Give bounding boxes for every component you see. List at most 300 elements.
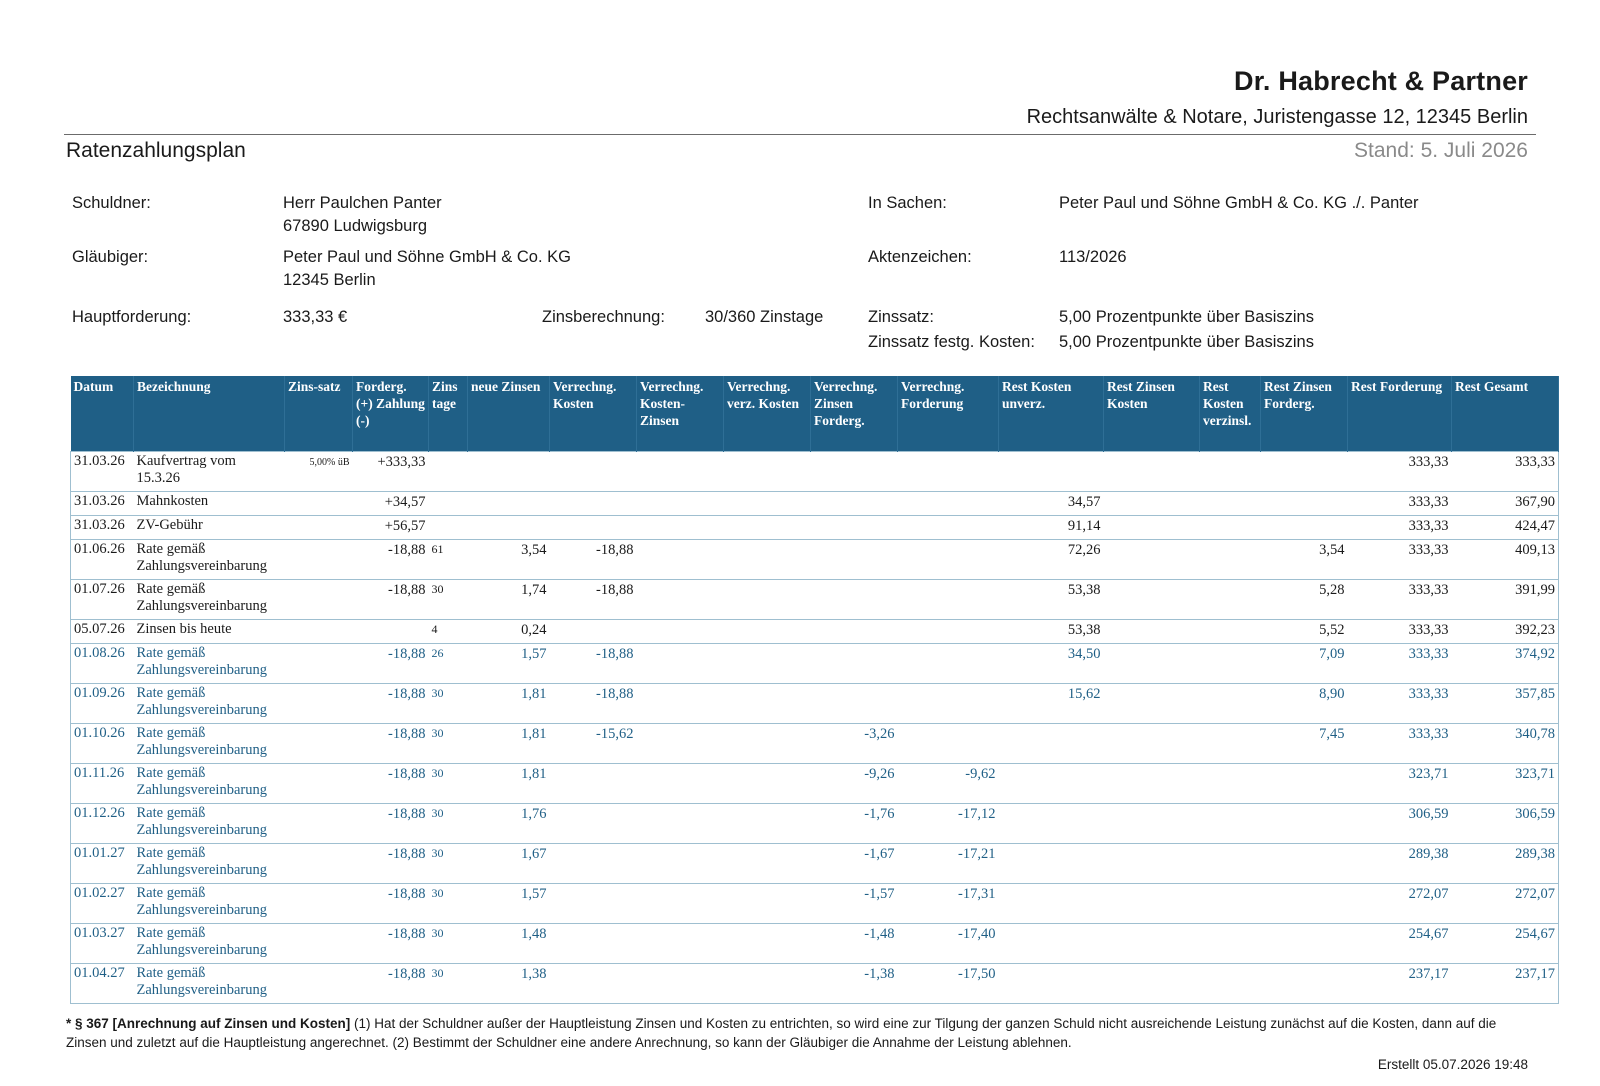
cell-verr-kosten: -15,62 [550, 724, 637, 764]
cell-bezeichnung: Mahnkosten [134, 492, 285, 516]
cell-datum: 01.08.26 [71, 644, 134, 684]
cell-rest-gesamt: 391,99 [1452, 580, 1559, 620]
cell-verr-verz-kosten [724, 492, 811, 516]
cell-rest-forderung: 333,33 [1348, 620, 1452, 644]
cell-rest-kosten-unverz [999, 844, 1104, 884]
cell-rest-zinsen-forderung: 7,45 [1261, 724, 1348, 764]
cell-verr-forderung [898, 644, 999, 684]
col-zinstage: Zins tage [429, 376, 468, 452]
cell-bezeichnung: Rate gemäß Zahlungsvereinbarung [134, 804, 285, 844]
cell-verr-kosten-zinsen [637, 804, 724, 844]
cell-verr-forderung: -17,21 [898, 844, 999, 884]
cell-forderung-zahlung: -18,88 [353, 964, 429, 1004]
cell-verr-kosten [550, 884, 637, 924]
cell-verr-zinsen-forderung: -1,57 [811, 884, 898, 924]
cell-verr-verz-kosten [724, 540, 811, 580]
cell-rest-gesamt: 367,90 [1452, 492, 1559, 516]
cell-neue-zinsen: 1,81 [468, 764, 550, 804]
cell-zinssatz [285, 684, 353, 724]
footnote-text: (1) Hat der Schuldner außer der Hauptleistung Zinsen und Kosten zu entrichten, so wird eine zur Tilgung der ganzen Schuld nicht ausreichende Leistung zunächst auf die Kosten, dann auf die Zinsen und zuletzt auf die Hauptleistung angerechnet. (2) Bestimmt der Schuldner eine andere Anrechnung, so kann der Gläubiger die Annahme der Leistung ablehnen. [66, 1016, 1497, 1050]
cell-rest-forderung: 289,38 [1348, 844, 1452, 884]
cell-forderung-zahlung: -18,88 [353, 804, 429, 844]
col-bezeichnung: Bezeichnung [134, 376, 285, 452]
schuldner-name: Herr Paulchen Panter [283, 194, 442, 212]
cell-verr-zinsen-forderung: -3,26 [811, 724, 898, 764]
table-row [71, 452, 1559, 492]
cell-rest-zinsen-forderung [1261, 884, 1348, 924]
table-row [71, 644, 1559, 684]
cell-rest-kosten-unverz [999, 452, 1104, 492]
cell-bezeichnung: Kaufvertrag vom 15.3.26 [134, 452, 285, 492]
cell-rest-kosten-verzinsl [1200, 924, 1261, 964]
cell-forderung-zahlung: -18,88 [353, 884, 429, 924]
cell-rest-gesamt: 333,33 [1452, 452, 1559, 492]
cell-rest-kosten-verzinsl [1200, 540, 1261, 580]
cell-rest-kosten-verzinsl [1200, 644, 1261, 684]
cell-verr-kosten-zinsen [637, 764, 724, 804]
cell-verr-forderung [898, 492, 999, 516]
cell-bezeichnung: Rate gemäß Zahlungsvereinbarung [134, 540, 285, 580]
table-row [71, 620, 1559, 644]
cell-datum: 01.03.27 [71, 924, 134, 964]
col-forderung-zahlung: Forderg. (+) Zahlung (-) [353, 376, 429, 452]
cell-rest-forderung: 333,33 [1348, 492, 1452, 516]
aktenzeichen-label: Aktenzeichen: [868, 248, 972, 266]
cell-rest-kosten-unverz: 34,57 [999, 492, 1104, 516]
col-rest-zinsen-forderung: Rest Zinsen Forderg. [1261, 376, 1348, 452]
zinssatz-kosten-label: Zinssatz festg. Kosten: [868, 333, 1035, 351]
cell-rest-forderung: 272,07 [1348, 884, 1452, 924]
cell-verr-kosten-zinsen [637, 516, 724, 540]
cell-rest-kosten-unverz [999, 884, 1104, 924]
cell-zinssatz: 5,00% üB [285, 452, 353, 492]
col-neue-zinsen: neue Zinsen [468, 376, 550, 452]
cell-rest-kosten-unverz: 15,62 [999, 684, 1104, 724]
cell-rest-gesamt: 289,38 [1452, 844, 1559, 884]
firm-header [1027, 66, 1528, 129]
cell-zinstage: 30 [429, 804, 468, 844]
zinssatz-label: Zinssatz: [868, 308, 935, 326]
cell-rest-zinsen-kosten [1104, 620, 1200, 644]
cell-rest-zinsen-kosten [1104, 516, 1200, 540]
cell-verr-kosten: -18,88 [550, 540, 637, 580]
cell-zinssatz [285, 620, 353, 644]
cell-rest-gesamt: 374,92 [1452, 644, 1559, 684]
header-divider [64, 134, 1536, 135]
cell-zinstage: 30 [429, 764, 468, 804]
payment-plan-table-wrapper [70, 376, 1558, 1004]
table-row [71, 884, 1559, 924]
cell-zinssatz [285, 580, 353, 620]
cell-rest-zinsen-forderung [1261, 804, 1348, 844]
cell-rest-zinsen-forderung [1261, 452, 1348, 492]
cell-rest-zinsen-forderung [1261, 924, 1348, 964]
cell-datum: 01.07.26 [71, 580, 134, 620]
cell-verr-kosten-zinsen [637, 540, 724, 580]
table-row [71, 540, 1559, 580]
zinssatz-value: 5,00 Prozentpunkte über Basiszins [1059, 308, 1314, 326]
cell-neue-zinsen: 3,54 [468, 540, 550, 580]
document-title: Ratenzahlungsplan [66, 139, 246, 162]
cell-rest-zinsen-kosten [1104, 452, 1200, 492]
cell-rest-kosten-unverz [999, 924, 1104, 964]
cell-rest-zinsen-forderung [1261, 516, 1348, 540]
cell-verr-kosten: -18,88 [550, 644, 637, 684]
cell-verr-zinsen-forderung: -1,48 [811, 924, 898, 964]
cell-verr-kosten-zinsen [637, 492, 724, 516]
created-timestamp: Erstellt 05.07.2026 19:48 [1377, 1057, 1528, 1072]
cell-verr-kosten [550, 516, 637, 540]
cell-zinstage: 26 [429, 644, 468, 684]
cell-datum: 01.10.26 [71, 724, 134, 764]
cell-verr-kosten [550, 452, 637, 492]
cell-verr-kosten-zinsen [637, 924, 724, 964]
cell-verr-kosten [550, 764, 637, 804]
cell-verr-kosten [550, 964, 637, 1004]
cell-rest-gesamt: 306,59 [1452, 804, 1559, 844]
cell-verr-kosten: -18,88 [550, 684, 637, 724]
cell-forderung-zahlung: -18,88 [353, 644, 429, 684]
table-body [71, 452, 1559, 1004]
cell-datum: 01.12.26 [71, 804, 134, 844]
glaeubiger-name: Peter Paul und Söhne GmbH & Co. KG [283, 248, 571, 266]
col-rest-gesamt: Rest Gesamt [1452, 376, 1559, 452]
col-datum: Datum [71, 376, 134, 452]
cell-neue-zinsen [468, 452, 550, 492]
table-row [71, 964, 1559, 1004]
cell-neue-zinsen: 1,76 [468, 804, 550, 844]
cell-rest-kosten-unverz: 34,50 [999, 644, 1104, 684]
cell-neue-zinsen: 1,81 [468, 684, 550, 724]
cell-verr-forderung [898, 724, 999, 764]
table-row [71, 844, 1559, 884]
cell-rest-zinsen-kosten [1104, 644, 1200, 684]
cell-rest-kosten-unverz [999, 724, 1104, 764]
cell-neue-zinsen: 1,57 [468, 644, 550, 684]
cell-datum: 01.06.26 [71, 540, 134, 580]
cell-rest-zinsen-kosten [1104, 540, 1200, 580]
cell-forderung-zahlung: -18,88 [353, 684, 429, 724]
cell-verr-forderung [898, 580, 999, 620]
cell-rest-gesamt: 254,67 [1452, 924, 1559, 964]
cell-zinstage [429, 492, 468, 516]
col-verr-verz-kosten: Verrechng. verz. Kosten [724, 376, 811, 452]
col-verr-kosten: Verrechng. Kosten [550, 376, 637, 452]
cell-rest-zinsen-kosten [1104, 492, 1200, 516]
cell-verr-zinsen-forderung: -1,67 [811, 844, 898, 884]
cell-verr-zinsen-forderung [811, 684, 898, 724]
cell-rest-kosten-unverz [999, 764, 1104, 804]
footnote [66, 1014, 1536, 1052]
cell-rest-gesamt: 340,78 [1452, 724, 1559, 764]
cell-rest-gesamt: 237,17 [1452, 964, 1559, 1004]
cell-neue-zinsen: 0,24 [468, 620, 550, 644]
cell-rest-zinsen-forderung: 7,09 [1261, 644, 1348, 684]
table-row [71, 580, 1559, 620]
cell-rest-gesamt: 424,47 [1452, 516, 1559, 540]
cell-verr-zinsen-forderung [811, 452, 898, 492]
cell-rest-kosten-verzinsl [1200, 684, 1261, 724]
cell-zinssatz [285, 844, 353, 884]
zinsberechnung-label: Zinsberechnung: [542, 308, 665, 326]
cell-zinssatz [285, 724, 353, 764]
cell-bezeichnung: Rate gemäß Zahlungsvereinbarung [134, 724, 285, 764]
cell-rest-gesamt: 272,07 [1452, 884, 1559, 924]
cell-verr-verz-kosten [724, 724, 811, 764]
table-row [71, 684, 1559, 724]
footnote-title: * § 367 [Anrechnung auf Zinsen und Kosten] [66, 1016, 351, 1031]
cell-zinssatz [285, 764, 353, 804]
cell-verr-kosten [550, 804, 637, 844]
cell-verr-kosten [550, 844, 637, 884]
cell-rest-zinsen-forderung [1261, 764, 1348, 804]
cell-forderung-zahlung: -18,88 [353, 924, 429, 964]
cell-bezeichnung: Rate gemäß Zahlungsvereinbarung [134, 580, 285, 620]
table-row [71, 804, 1559, 844]
cell-verr-zinsen-forderung [811, 516, 898, 540]
col-rest-zinsen-kosten: Rest Zinsen Kosten [1104, 376, 1200, 452]
col-verr-zinsen-forderung: Verrechng. Zinsen Forderg. [811, 376, 898, 452]
cell-verr-kosten-zinsen [637, 684, 724, 724]
cell-verr-zinsen-forderung [811, 492, 898, 516]
firm-address: Rechtsanwälte & Notare, Juristengasse 12, 12345 Berlin [1026, 106, 1528, 128]
cell-verr-kosten [550, 924, 637, 964]
cell-datum: 01.09.26 [71, 684, 134, 724]
cell-zinssatz [285, 516, 353, 540]
cell-neue-zinsen: 1,48 [468, 924, 550, 964]
cell-zinssatz [285, 492, 353, 516]
cell-verr-verz-kosten [724, 620, 811, 644]
cell-rest-zinsen-forderung: 3,54 [1261, 540, 1348, 580]
cell-forderung-zahlung: +56,57 [353, 516, 429, 540]
cell-rest-kosten-verzinsl [1200, 620, 1261, 644]
in-sachen-label: In Sachen: [868, 194, 947, 212]
cell-zinstage [429, 516, 468, 540]
cell-verr-zinsen-forderung [811, 580, 898, 620]
cell-rest-kosten-unverz [999, 964, 1104, 1004]
cell-verr-zinsen-forderung: -1,76 [811, 804, 898, 844]
cell-rest-forderung: 333,33 [1348, 452, 1452, 492]
cell-rest-zinsen-forderung [1261, 964, 1348, 1004]
cell-neue-zinsen [468, 516, 550, 540]
table-header-row [71, 376, 1559, 452]
cell-zinssatz [285, 644, 353, 684]
cell-verr-kosten-zinsen [637, 580, 724, 620]
cell-forderung-zahlung: -18,88 [353, 580, 429, 620]
in-sachen-value: Peter Paul und Söhne GmbH & Co. KG ./. Panter [1059, 194, 1419, 212]
cell-verr-kosten [550, 492, 637, 516]
cell-rest-forderung: 333,33 [1348, 516, 1452, 540]
cell-rest-zinsen-kosten [1104, 764, 1200, 804]
cell-rest-forderung: 237,17 [1348, 964, 1452, 1004]
cell-rest-zinsen-kosten [1104, 580, 1200, 620]
cell-verr-forderung [898, 540, 999, 580]
cell-zinssatz [285, 540, 353, 580]
cell-rest-zinsen-forderung [1261, 492, 1348, 516]
cell-zinssatz [285, 804, 353, 844]
col-verr-kosten-zinsen: Verrechng. Kosten-Zinsen [637, 376, 724, 452]
cell-verr-kosten-zinsen [637, 964, 724, 1004]
schuldner-city: 67890 Ludwigsburg [283, 217, 428, 235]
cell-rest-zinsen-forderung: 5,52 [1261, 620, 1348, 644]
cell-rest-gesamt: 357,85 [1452, 684, 1559, 724]
cell-rest-forderung: 333,33 [1348, 684, 1452, 724]
cell-verr-kosten-zinsen [637, 620, 724, 644]
cell-neue-zinsen: 1,57 [468, 884, 550, 924]
table-row [71, 492, 1559, 516]
cell-verr-zinsen-forderung [811, 620, 898, 644]
cell-zinstage: 30 [429, 964, 468, 1004]
hauptforderung-label: Hauptforderung: [72, 308, 192, 326]
cell-rest-forderung: 333,33 [1348, 724, 1452, 764]
cell-verr-zinsen-forderung [811, 540, 898, 580]
cell-datum: 31.03.26 [71, 492, 134, 516]
table-row [71, 764, 1559, 804]
cell-rest-kosten-verzinsl [1200, 844, 1261, 884]
cell-forderung-zahlung: -18,88 [353, 844, 429, 884]
cell-rest-zinsen-kosten [1104, 844, 1200, 884]
cell-verr-kosten-zinsen [637, 452, 724, 492]
cell-verr-forderung: -17,50 [898, 964, 999, 1004]
cell-verr-verz-kosten [724, 924, 811, 964]
cell-rest-gesamt: 323,71 [1452, 764, 1559, 804]
cell-rest-kosten-verzinsl [1200, 452, 1261, 492]
cell-zinstage: 30 [429, 844, 468, 884]
cell-zinssatz [285, 884, 353, 924]
cell-rest-zinsen-kosten [1104, 684, 1200, 724]
cell-rest-zinsen-forderung: 8,90 [1261, 684, 1348, 724]
cell-rest-zinsen-forderung [1261, 844, 1348, 884]
glaeubiger-label: Gläubiger: [72, 248, 149, 266]
cell-neue-zinsen: 1,81 [468, 724, 550, 764]
cell-forderung-zahlung: +34,57 [353, 492, 429, 516]
cell-rest-kosten-unverz: 91,14 [999, 516, 1104, 540]
cell-verr-verz-kosten [724, 644, 811, 684]
cell-rest-kosten-verzinsl [1200, 964, 1261, 1004]
cell-bezeichnung: Rate gemäß Zahlungsvereinbarung [134, 964, 285, 1004]
cell-verr-verz-kosten [724, 764, 811, 804]
cell-verr-verz-kosten [724, 580, 811, 620]
cell-zinstage: 30 [429, 684, 468, 724]
col-rest-kosten-unverz: Rest Kosten unverz. [999, 376, 1104, 452]
cell-zinstage [429, 452, 468, 492]
col-rest-kosten-verzinsl: Rest Kosten verzinsl. [1200, 376, 1261, 452]
cell-rest-zinsen-forderung: 5,28 [1261, 580, 1348, 620]
glaeubiger-city: 12345 Berlin [283, 271, 376, 289]
cell-zinstage: 30 [429, 924, 468, 964]
cell-bezeichnung: Rate gemäß Zahlungsvereinbarung [134, 764, 285, 804]
cell-forderung-zahlung: -18,88 [353, 764, 429, 804]
cell-rest-forderung: 333,33 [1348, 644, 1452, 684]
cell-rest-gesamt: 409,13 [1452, 540, 1559, 580]
cell-rest-forderung: 254,67 [1348, 924, 1452, 964]
cell-verr-kosten: -18,88 [550, 580, 637, 620]
firm-name: Dr. Habrecht & Partner [1234, 66, 1528, 96]
schuldner-label: Schuldner: [72, 194, 151, 212]
cell-forderung-zahlung [353, 620, 429, 644]
cell-rest-kosten-verzinsl [1200, 492, 1261, 516]
cell-rest-kosten-verzinsl [1200, 516, 1261, 540]
cell-forderung-zahlung: -18,88 [353, 540, 429, 580]
cell-verr-forderung [898, 620, 999, 644]
cell-verr-verz-kosten [724, 452, 811, 492]
cell-neue-zinsen: 1,67 [468, 844, 550, 884]
cell-rest-kosten-unverz: 53,38 [999, 620, 1104, 644]
cell-neue-zinsen [468, 492, 550, 516]
cell-verr-kosten-zinsen [637, 644, 724, 684]
cell-bezeichnung: ZV-Gebühr [134, 516, 285, 540]
cell-verr-forderung: -17,31 [898, 884, 999, 924]
cell-zinstage: 30 [429, 724, 468, 764]
cell-verr-forderung [898, 516, 999, 540]
cell-forderung-zahlung: -18,88 [353, 724, 429, 764]
cell-rest-kosten-verzinsl [1200, 764, 1261, 804]
cell-rest-kosten-unverz [999, 804, 1104, 844]
cell-rest-zinsen-kosten [1104, 884, 1200, 924]
cell-rest-zinsen-kosten [1104, 724, 1200, 764]
cell-verr-kosten-zinsen [637, 884, 724, 924]
col-rest-forderung: Rest Forderung [1348, 376, 1452, 452]
cell-zinstage: 4 [429, 620, 468, 644]
cell-rest-kosten-unverz: 53,38 [999, 580, 1104, 620]
cell-bezeichnung: Rate gemäß Zahlungsvereinbarung [134, 684, 285, 724]
col-verr-forderung: Verrechng. Forderung [898, 376, 999, 452]
cell-verr-forderung [898, 684, 999, 724]
cell-verr-zinsen-forderung: -9,26 [811, 764, 898, 804]
cell-bezeichnung: Rate gemäß Zahlungsvereinbarung [134, 924, 285, 964]
cell-datum: 01.11.26 [71, 764, 134, 804]
cell-rest-forderung: 323,71 [1348, 764, 1452, 804]
zinsberechnung-value: 30/360 Zinstage [705, 308, 824, 326]
cell-bezeichnung: Rate gemäß Zahlungsvereinbarung [134, 884, 285, 924]
document-date: Stand: 5. Juli 2026 [1354, 139, 1528, 162]
cell-rest-kosten-verzinsl [1200, 724, 1261, 764]
payment-plan-table [70, 376, 1559, 1004]
cell-verr-forderung: -17,12 [898, 804, 999, 844]
cell-verr-verz-kosten [724, 844, 811, 884]
cell-verr-zinsen-forderung: -1,38 [811, 964, 898, 1004]
cell-rest-kosten-verzinsl [1200, 884, 1261, 924]
aktenzeichen-value: 113/2026 [1059, 248, 1127, 266]
cell-verr-verz-kosten [724, 884, 811, 924]
cell-datum: 01.01.27 [71, 844, 134, 884]
glaeubiger-value [283, 246, 571, 292]
cell-zinssatz [285, 964, 353, 1004]
cell-rest-kosten-unverz: 72,26 [999, 540, 1104, 580]
cell-verr-kosten-zinsen [637, 724, 724, 764]
cell-rest-forderung: 333,33 [1348, 580, 1452, 620]
cell-verr-zinsen-forderung [811, 644, 898, 684]
cell-neue-zinsen: 1,38 [468, 964, 550, 1004]
cell-rest-forderung: 306,59 [1348, 804, 1452, 844]
cell-datum: 31.03.26 [71, 516, 134, 540]
cell-rest-kosten-verzinsl [1200, 804, 1261, 844]
cell-verr-kosten-zinsen [637, 844, 724, 884]
col-zinssatz: Zins-satz [285, 376, 353, 452]
cell-verr-forderung: -17,40 [898, 924, 999, 964]
cell-forderung-zahlung: +333,33 [353, 452, 429, 492]
cell-verr-forderung [898, 452, 999, 492]
cell-rest-gesamt: 392,23 [1452, 620, 1559, 644]
cell-datum: 05.07.26 [71, 620, 134, 644]
cell-neue-zinsen: 1,74 [468, 580, 550, 620]
cell-bezeichnung: Zinsen bis heute [134, 620, 285, 644]
table-row [71, 516, 1559, 540]
cell-zinssatz [285, 924, 353, 964]
cell-verr-verz-kosten [724, 964, 811, 1004]
cell-rest-zinsen-kosten [1104, 964, 1200, 1004]
cell-verr-forderung: -9,62 [898, 764, 999, 804]
